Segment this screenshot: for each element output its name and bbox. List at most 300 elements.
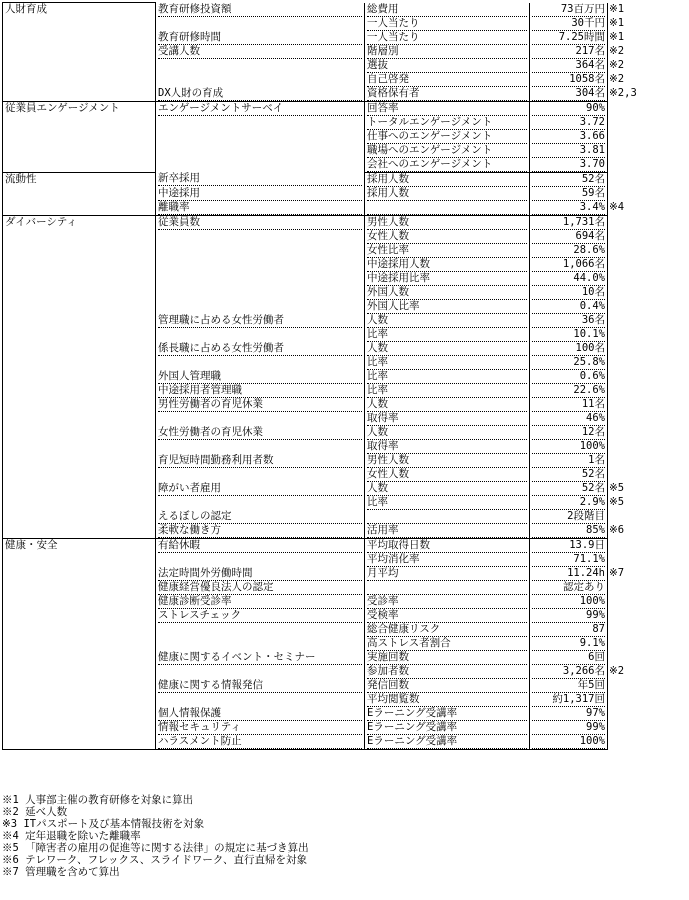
metric-label: 女性人数 [367, 468, 527, 482]
item-cell [156, 370, 365, 384]
item-cell [156, 482, 365, 510]
table-row [3, 101, 658, 116]
note-ref [608, 300, 658, 314]
metric-label: 中途採用人数 [367, 258, 527, 272]
metric-cell [365, 426, 530, 440]
item-label: 法定時間外労働時間 [158, 567, 362, 581]
value-text: 3,266名 [532, 665, 605, 679]
value-cell [530, 468, 608, 482]
item-label: 従業員数 [158, 216, 362, 230]
metric-cell [365, 244, 530, 258]
note-ref [608, 735, 658, 750]
metric-label: 一人当たり [367, 17, 527, 31]
item-label: ストレスチェック [158, 609, 362, 623]
item-cell [156, 31, 365, 45]
value-text: 1,731名 [532, 216, 605, 230]
footnote: ※3 ITパスポート及び基本情報技術を対象 [2, 818, 205, 830]
metric-label: 採用人数 [367, 173, 527, 187]
note-ref: ※6 [609, 523, 625, 536]
note-ref: ※5 [609, 481, 625, 494]
item-label: 健康診断受診率 [158, 595, 362, 609]
note-ref [608, 454, 658, 468]
item-label: 個人情報保護 [158, 707, 362, 721]
metric-label: 人数 [367, 342, 527, 356]
metric-label: Eラーニング受講率 [367, 721, 527, 735]
note-ref [608, 398, 658, 412]
metric-cell [365, 651, 530, 665]
metric-cell [365, 468, 530, 482]
item-label: DX人財の育成 [158, 87, 362, 101]
footnote: ※1 人事部主催の教育研修を対象に算出 [2, 794, 194, 806]
table-row [3, 172, 658, 187]
item-label: えるぼしの認定 [158, 510, 362, 524]
item-label: 健康に関するイベント・セミナー [158, 651, 362, 665]
metric-label: 仕事へのエンゲージメント [367, 130, 527, 144]
value-text: 52名 [532, 173, 605, 187]
metric-cell [365, 496, 530, 510]
item-cell [156, 187, 365, 201]
metric-label: 外国人数 [367, 286, 527, 300]
value-cell [530, 201, 608, 216]
item-cell [156, 679, 365, 707]
value-cell [530, 272, 608, 286]
value-text: 85% [532, 524, 605, 538]
metric-cell [365, 272, 530, 286]
value-cell [530, 440, 608, 454]
note-ref [608, 440, 658, 454]
footnote: ※7 管理職を含めて算出 [2, 866, 120, 878]
value-text: 1名 [532, 454, 605, 468]
value-cell [530, 144, 608, 158]
metric-cell [365, 201, 530, 216]
metric-cell [365, 356, 530, 370]
value-text: 9.1% [532, 637, 605, 651]
value-cell [530, 707, 608, 721]
value-cell [530, 384, 608, 398]
value-text: 10.1% [532, 328, 605, 342]
item-cell [156, 3, 365, 31]
item-label: 教育研修投資額 [158, 3, 362, 17]
value-text: 13.9日 [532, 539, 605, 553]
item-label: 受講人数 [158, 45, 362, 59]
note-ref [608, 187, 658, 201]
note-ref: ※4 [609, 200, 625, 213]
note-ref [608, 215, 658, 230]
value-cell [530, 31, 608, 45]
metric-label: 取得率 [367, 412, 527, 426]
value-text: 3.72 [532, 116, 605, 130]
value-text: 52名 [532, 468, 605, 482]
value-cell [530, 721, 608, 735]
note-ref [608, 116, 658, 130]
item-label: ハラスメント防止 [158, 735, 362, 749]
value-cell [530, 342, 608, 356]
category-cell: 人財育成 [3, 3, 156, 102]
value-text: 年5回 [532, 679, 605, 693]
metric-label: 取得率 [367, 440, 527, 454]
value-cell [530, 595, 608, 609]
value-text: 11.24h [532, 567, 605, 581]
note-ref [608, 370, 658, 384]
metric-label: 会社へのエンゲージメント [367, 158, 527, 172]
metric-label: 男性人数 [367, 454, 527, 468]
category-cell: 流動性 [3, 172, 156, 215]
metric-cell [365, 31, 530, 45]
metric-label: 男性人数 [367, 216, 527, 230]
metric-label: 比率 [367, 384, 527, 398]
metric-label [367, 510, 527, 524]
item-label: 教育研修時間 [158, 31, 362, 45]
value-cell [530, 87, 608, 102]
value-text: 認定あり [532, 581, 605, 595]
item-label: 育児短時間勤務利用者数 [158, 454, 362, 468]
metric-label: 人数 [367, 482, 527, 496]
metric-label: 総費用 [367, 3, 527, 17]
value-text: 3.70 [532, 158, 605, 172]
table-row [3, 538, 658, 553]
item-cell [156, 426, 365, 454]
value-text: 90% [532, 102, 605, 116]
note-ref [608, 595, 658, 609]
note-ref: ※7 [609, 566, 625, 579]
metric-cell [365, 158, 530, 173]
value-text: 約1,317回 [532, 693, 605, 707]
note-ref [608, 553, 658, 567]
item-label: 障がい者雇用 [158, 482, 362, 496]
metric-label: 職場へのエンゲージメント [367, 144, 527, 158]
value-text: 11名 [532, 398, 605, 412]
value-cell [530, 73, 608, 87]
metric-cell [365, 595, 530, 609]
value-text: 46% [532, 412, 605, 426]
metric-cell [365, 300, 530, 314]
metric-cell [365, 130, 530, 144]
metric-label: 参加者数 [367, 665, 527, 679]
metric-cell [365, 524, 530, 539]
item-label: 中途採用者管理職 [158, 384, 362, 398]
metric-cell [365, 342, 530, 356]
metric-label: 一人当たり [367, 31, 527, 45]
item-label: 管理職に占める女性労働者 [158, 314, 362, 328]
item-cell [156, 314, 365, 342]
value-text: 73百万円 [532, 3, 605, 17]
value-text: 7.25時間 [532, 31, 605, 45]
metric-cell [365, 538, 530, 553]
note-ref [608, 144, 658, 158]
metric-cell [365, 440, 530, 454]
value-text: 100% [532, 440, 605, 454]
value-text: 44.0% [532, 272, 605, 286]
metric-label: 資格保有者 [367, 87, 527, 101]
metric-label: 回答率 [367, 102, 527, 116]
item-cell [156, 342, 365, 370]
value-text: 100% [532, 595, 605, 609]
note-ref [608, 230, 658, 244]
value-text: 0.6% [532, 370, 605, 384]
item-cell [156, 524, 365, 539]
note-ref [608, 258, 658, 272]
value-text: 30千円 [532, 17, 605, 31]
item-cell [156, 172, 365, 187]
footnote: ※6 テレワーク、フレックス、スライドワーク、直行直帰を対象 [2, 854, 307, 866]
value-text: 2.9% [532, 496, 605, 510]
note-ref [608, 609, 658, 623]
value-text: 28.6% [532, 244, 605, 258]
value-text: 6回 [532, 651, 605, 665]
item-label: 中途採用 [158, 187, 362, 201]
metric-label: トータルエンゲージメント [367, 116, 527, 130]
value-cell [530, 567, 608, 581]
value-text: 100% [532, 735, 605, 749]
metric-cell [365, 328, 530, 342]
value-cell [530, 426, 608, 440]
value-text: 99% [532, 721, 605, 735]
note-ref [608, 426, 658, 440]
value-cell [530, 679, 608, 693]
metric-cell [365, 59, 530, 73]
value-cell [530, 524, 608, 539]
note-ref: ※5 [609, 495, 625, 508]
metric-label: 発信回数 [367, 679, 527, 693]
item-cell [156, 454, 365, 482]
value-cell [530, 538, 608, 553]
value-text: 100名 [532, 342, 605, 356]
item-cell [156, 87, 365, 102]
note-ref [608, 356, 658, 370]
footnote: ※2 延べ人数 [2, 806, 68, 818]
value-cell [530, 609, 608, 623]
item-label: 健康に関する情報発信 [158, 679, 362, 693]
value-text: 2段階目 [532, 510, 605, 524]
category-cell: 健康・安全 [3, 538, 156, 749]
item-cell [156, 201, 365, 216]
note-ref: ※2,3 [609, 86, 637, 99]
item-label: 健康経営優良法人の認定 [158, 581, 362, 595]
item-cell [156, 398, 365, 426]
value-text: 59名 [532, 187, 605, 201]
value-text: 97% [532, 707, 605, 721]
metric-cell [365, 3, 530, 17]
value-cell [530, 17, 608, 31]
value-cell [530, 158, 608, 173]
metric-cell [365, 258, 530, 272]
value-text: 3.81 [532, 144, 605, 158]
item-label: エンゲージメントサーベイ [158, 102, 362, 116]
note-ref: ※2 [609, 58, 625, 71]
item-label: 女性労働者の育児休業 [158, 426, 362, 440]
metric-label: 比率 [367, 496, 527, 510]
metric-cell [365, 187, 530, 201]
metric-label: 人数 [367, 398, 527, 412]
item-label: 柔軟な働き方 [158, 524, 362, 538]
value-cell [530, 735, 608, 750]
metric-label: 総合健康リスク [367, 623, 527, 637]
value-text: 87 [532, 623, 605, 637]
metric-label: 平均取得日数 [367, 539, 527, 553]
value-cell [530, 101, 608, 116]
metric-label: 平均閲覧数 [367, 693, 527, 707]
note-ref [608, 581, 658, 595]
value-cell [530, 45, 608, 59]
note-ref [608, 623, 658, 637]
metric-label: 高ストレス者割合 [367, 637, 527, 651]
note-ref [608, 538, 658, 553]
metric-label: 階層別 [367, 45, 527, 59]
note-ref [608, 721, 658, 735]
value-cell [530, 314, 608, 328]
value-text: 3.4% [532, 201, 605, 215]
metric-label: Eラーニング受講率 [367, 735, 527, 749]
note-ref [608, 130, 658, 144]
metric-cell [365, 665, 530, 679]
category-cell: ダイバーシティ [3, 215, 156, 538]
value-cell [530, 398, 608, 412]
value-text: 10名 [532, 286, 605, 300]
metric-cell [365, 398, 530, 412]
metric-cell [365, 314, 530, 328]
value-cell [530, 510, 608, 524]
value-cell [530, 3, 608, 17]
metric-cell [365, 370, 530, 384]
metric-cell [365, 679, 530, 693]
value-text: 217名 [532, 45, 605, 59]
value-text: 0.4% [532, 300, 605, 314]
metric-label: 外国人比率 [367, 300, 527, 314]
metric-cell [365, 101, 530, 116]
item-cell [156, 215, 365, 314]
footnotes [2, 794, 309, 878]
metric-label: 受検率 [367, 609, 527, 623]
note-ref [608, 384, 658, 398]
metric-cell [365, 215, 530, 230]
metric-cell [365, 144, 530, 158]
metric-label: 女性比率 [367, 244, 527, 258]
value-cell [530, 412, 608, 426]
value-text: 304名 [532, 87, 605, 101]
value-text: 3.66 [532, 130, 605, 144]
item-label: 有給休暇 [158, 539, 362, 553]
note-ref [608, 328, 658, 342]
value-cell [530, 328, 608, 342]
item-cell [156, 567, 365, 581]
footnote: ※5 「障害者の雇用の促進等に関する法律」の規定に基づき算出 [2, 842, 309, 854]
metric-cell [365, 384, 530, 398]
value-cell [530, 665, 608, 679]
metric-cell [365, 567, 530, 581]
metric-label: 比率 [367, 370, 527, 384]
note-ref: ※2 [609, 664, 625, 677]
metric-label: 実施回数 [367, 651, 527, 665]
value-text: 36名 [532, 314, 605, 328]
item-cell [156, 538, 365, 567]
note-ref [608, 637, 658, 651]
note-ref: ※2 [609, 72, 625, 85]
value-text: 52名 [532, 482, 605, 496]
item-cell [156, 721, 365, 735]
metric-cell [365, 721, 530, 735]
value-cell [530, 553, 608, 567]
value-cell [530, 482, 608, 496]
metric-cell [365, 735, 530, 750]
metric-cell [365, 73, 530, 87]
metric-cell [365, 693, 530, 707]
metric-label: 月平均 [367, 567, 527, 581]
table-row [3, 215, 658, 230]
metric-cell [365, 581, 530, 595]
metric-cell [365, 609, 530, 623]
metric-label [367, 581, 527, 595]
value-text: 12名 [532, 426, 605, 440]
value-cell [530, 59, 608, 73]
note-ref [608, 342, 658, 356]
metric-cell [365, 17, 530, 31]
note-ref [608, 172, 658, 187]
value-cell [530, 651, 608, 665]
item-cell [156, 595, 365, 609]
category-cell: 従業員エンゲージメント [3, 101, 156, 172]
item-cell [156, 609, 365, 651]
value-text: 364名 [532, 59, 605, 73]
metric-label: 自己啓発 [367, 73, 527, 87]
value-cell [530, 496, 608, 510]
metric-cell [365, 286, 530, 300]
metric-label [367, 201, 527, 215]
value-cell [530, 693, 608, 707]
metric-label: 採用人数 [367, 187, 527, 201]
item-cell [156, 651, 365, 679]
note-ref [608, 468, 658, 482]
metric-cell [365, 510, 530, 524]
metric-label: 比率 [367, 328, 527, 342]
value-cell [530, 454, 608, 468]
metric-cell [365, 45, 530, 59]
metric-cell [365, 482, 530, 496]
metric-label: 比率 [367, 356, 527, 370]
metric-cell [365, 707, 530, 721]
note-ref [608, 244, 658, 258]
metric-cell [365, 412, 530, 426]
item-cell [156, 384, 365, 398]
note-ref [608, 679, 658, 693]
value-cell [530, 300, 608, 314]
value-text: 99% [532, 609, 605, 623]
metric-label: 活用率 [367, 524, 527, 538]
metric-cell [365, 116, 530, 130]
metric-cell [365, 553, 530, 567]
metric-cell [365, 454, 530, 468]
item-cell [156, 45, 365, 87]
item-label: 男性労働者の育児休業 [158, 398, 362, 412]
item-cell [156, 510, 365, 524]
note-ref: ※1 [609, 30, 625, 43]
note-ref [608, 707, 658, 721]
value-text: 71.1% [532, 553, 605, 567]
value-cell [530, 258, 608, 272]
note-ref: ※2 [609, 44, 625, 57]
item-cell [156, 707, 365, 721]
metric-cell [365, 623, 530, 637]
metric-label: 人数 [367, 426, 527, 440]
value-text: 694名 [532, 230, 605, 244]
table-row [3, 3, 658, 17]
note-ref [608, 693, 658, 707]
note-ref [608, 158, 658, 173]
item-label: 離職率 [158, 201, 362, 215]
metric-label: 女性人数 [367, 230, 527, 244]
value-cell [530, 172, 608, 187]
note-ref: ※1 [609, 16, 625, 29]
note-ref: ※1 [609, 2, 625, 15]
